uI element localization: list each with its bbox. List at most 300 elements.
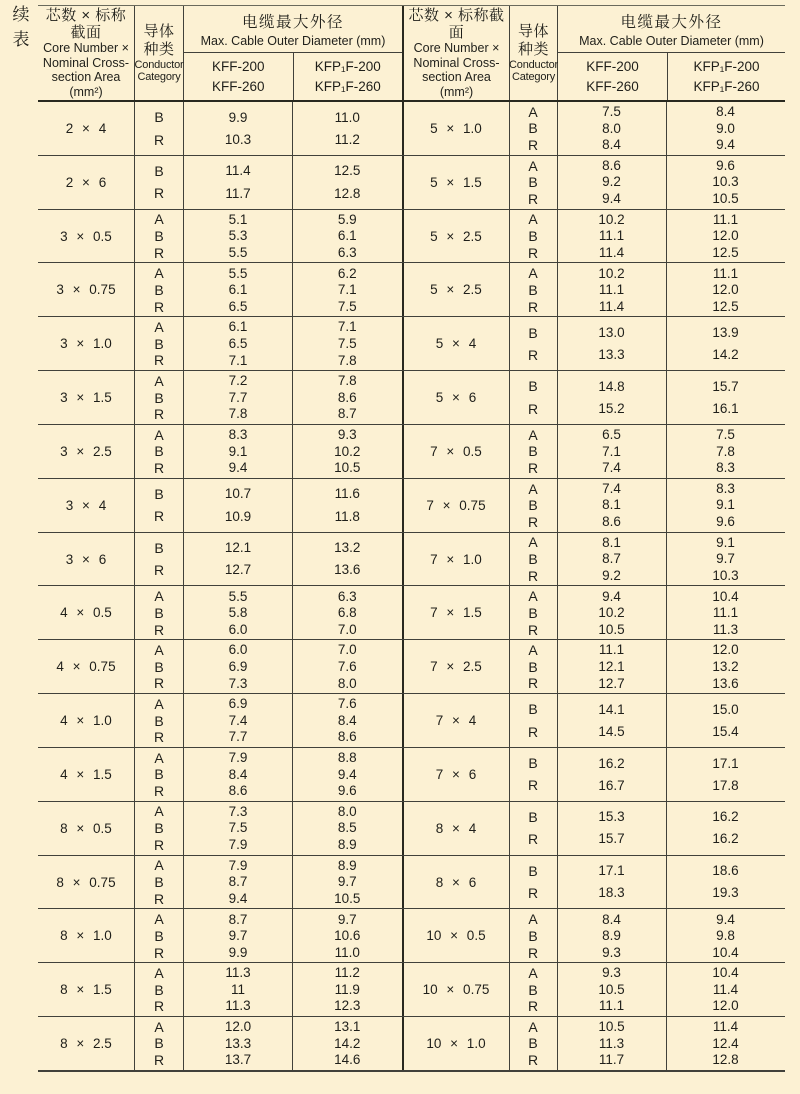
- kff-diameter-cell: [184, 317, 293, 370]
- kfpf-diameter-cell: [293, 640, 402, 693]
- kff-diameter-cell: [558, 748, 667, 801]
- header-right-half: [402, 6, 785, 100]
- conductor-category: R: [527, 831, 539, 848]
- kff-value: 8.7: [602, 551, 621, 567]
- conductor-category: B: [154, 604, 164, 621]
- kff-diameter-cell: [558, 802, 667, 855]
- kfpf-value: 16.1: [712, 400, 739, 416]
- core-size-cell: 10 × 0.5: [404, 909, 510, 962]
- kff-value: 9.2: [602, 174, 621, 190]
- kff-diameter-cell: [558, 694, 667, 747]
- core-size-cell: 7 × 2.5: [404, 640, 510, 693]
- kff-diameter-cell: [184, 425, 293, 478]
- kfpf-diameter-cell: [667, 856, 785, 909]
- cable-diameter-table: [38, 5, 785, 1072]
- conductor-category: R: [527, 244, 539, 261]
- conductor-category: A: [154, 588, 164, 605]
- conductor-cell: [135, 317, 184, 370]
- kfpf-value: 11.1: [712, 265, 739, 281]
- kfpf-value: 11.2: [334, 965, 360, 981]
- conductor-cell: [510, 210, 558, 263]
- kfpf-value: 7.1: [337, 319, 357, 335]
- core-size-cell: 2 × 6: [38, 156, 135, 209]
- conductor-category: A: [528, 211, 538, 228]
- kfpf-value: 10.4: [712, 588, 739, 604]
- kfpf-value: 9.8: [716, 928, 735, 944]
- conductor-category: B: [154, 981, 164, 998]
- kfpf-diameter-cell: [667, 156, 785, 209]
- kff-value: 10.7: [224, 486, 252, 502]
- kff-value: 7.9: [228, 837, 248, 852]
- conductor-cell: [510, 694, 558, 747]
- kfpf-value: 12.0: [712, 998, 739, 1014]
- kff-value: 12.1: [224, 540, 252, 556]
- row-right-half: [402, 479, 785, 532]
- kff-value: 12.7: [598, 675, 625, 691]
- kff-value: 10.5: [598, 981, 625, 997]
- core-size-cell: 8 × 6: [404, 856, 510, 909]
- conductor-cell: [135, 748, 184, 801]
- kfpf-value: 9.3: [337, 427, 357, 443]
- kfpf-value: 11.8: [334, 508, 360, 524]
- kfpf-value: 10.5: [712, 191, 739, 207]
- kff-value: 8.6: [228, 783, 248, 799]
- kfpf-value: 8.6: [337, 729, 357, 745]
- row-right-half: [402, 640, 785, 693]
- kfpf-value: 11.4: [712, 1019, 739, 1035]
- kfpf-diameter-cell: [667, 425, 785, 478]
- conductor-cell: [510, 102, 558, 155]
- kfpf-260-label: KFP₁F-260: [693, 78, 760, 94]
- kfpf-value: 13.2: [712, 658, 739, 674]
- kfpf-value: 8.3: [716, 460, 735, 476]
- conductor-category: R: [153, 131, 165, 148]
- kff-diameter-cell: [558, 156, 667, 209]
- kff-value: 9.1: [228, 443, 248, 459]
- continued-table-label: [6, 6, 36, 48]
- kff-260-label: KFF-260: [211, 78, 265, 94]
- core-size-cell: 8 × 4: [404, 802, 510, 855]
- conductor-category: R: [527, 723, 539, 740]
- conductor-category: A: [528, 103, 538, 120]
- conductor-category: R: [527, 346, 539, 363]
- kff-diameter-cell: [184, 156, 293, 209]
- kff-value: 10.2: [598, 605, 625, 621]
- kfpf-value: 12.0: [712, 282, 739, 298]
- kff-value: 7.3: [228, 675, 248, 691]
- kfpf-value: 7.5: [716, 427, 735, 443]
- kff-diameter-cell: [184, 748, 293, 801]
- core-size-cell: 7 × 4: [404, 694, 510, 747]
- kfpf-value: 15.7: [712, 378, 739, 394]
- kff-value: 11.4: [598, 298, 625, 314]
- core-size-cell: 4 × 1.0: [38, 694, 135, 747]
- kfpf-value: 18.6: [712, 863, 739, 879]
- diameter-header-en: Max. Cable Outer Diameter (mm): [200, 34, 386, 48]
- row-left-half: [38, 856, 402, 909]
- row-left-half: [38, 102, 402, 155]
- conductor-category: A: [154, 211, 164, 228]
- kfpf-diameter-cell: [667, 802, 785, 855]
- kfpf-value: 8.6: [337, 389, 357, 405]
- conductor-category: R: [527, 1052, 539, 1069]
- kff-diameter-cell: [184, 640, 293, 693]
- core-header-unit: (mm²): [69, 84, 103, 99]
- kff-value: 6.1: [228, 319, 248, 335]
- kff-diameter-cell: [184, 694, 293, 747]
- row-right-half: [402, 425, 785, 478]
- max-diameter-title: [184, 6, 402, 53]
- kff-value: 5.5: [228, 588, 248, 604]
- kfpf-200-label: KFP₁F-200: [314, 58, 381, 74]
- conductor-category: B: [528, 604, 538, 621]
- conductor-category: R: [153, 406, 165, 423]
- kfpf-value: 15.4: [712, 723, 739, 739]
- conductor-cell: [135, 263, 184, 316]
- conductor-cell: [135, 102, 184, 155]
- kfpf-value: 14.2: [334, 1035, 361, 1051]
- conductor-category: B: [528, 174, 538, 191]
- diameter-header-cn: 电缆最大外径: [620, 14, 723, 31]
- kff-value: 11.1: [598, 282, 625, 298]
- kff-value: 13.7: [224, 1052, 252, 1068]
- kff-value: 8.6: [602, 157, 621, 173]
- kfpf-diameter-cell: [293, 263, 402, 316]
- kff-200-label: KFF-200: [211, 58, 265, 74]
- row-right-half: [402, 533, 785, 586]
- kff-value: 17.1: [598, 863, 625, 879]
- core-header-unit: (mm²): [439, 84, 474, 99]
- kfpf-value: 12.0: [712, 228, 739, 244]
- conductor-category: R: [527, 137, 539, 154]
- core-size-cell: 5 × 2.5: [404, 263, 510, 316]
- kff-value: 6.9: [228, 696, 248, 712]
- kff-column-header: [184, 53, 293, 100]
- conductor-category: B: [154, 486, 164, 503]
- core-size-cell: 7 × 0.75: [404, 479, 510, 532]
- continued-char-2: 表: [12, 30, 30, 49]
- conductor-cell: [510, 371, 558, 424]
- kff-value: 9.4: [602, 191, 621, 207]
- kff-value: 7.4: [602, 460, 621, 476]
- kfpf-value: 12.4: [712, 1035, 739, 1051]
- conductor-category: R: [527, 777, 539, 794]
- core-header-en-line: Core Number ×: [43, 41, 129, 56]
- core-number-header: [38, 6, 135, 100]
- conductor-category: A: [528, 641, 538, 658]
- kfpf-diameter-cell: [293, 102, 402, 155]
- kfpf-260-label: KFP₁F-260: [314, 78, 381, 94]
- kfpf-value: 12.8: [334, 185, 361, 201]
- kff-value: 6.9: [228, 658, 248, 674]
- row-left-half: [38, 640, 402, 693]
- conductor-category: R: [153, 675, 165, 692]
- kfpf-value: 16.2: [712, 809, 739, 825]
- kff-value: 16.7: [598, 777, 625, 793]
- kfpf-diameter-cell: [667, 586, 785, 639]
- kff-value: 11.3: [225, 965, 251, 981]
- conductor-category: B: [154, 109, 164, 126]
- kff-value: 8.9: [602, 928, 621, 944]
- kff-value: 14.5: [598, 723, 625, 739]
- kfpf-value: 9.4: [337, 766, 357, 782]
- kfpf-value: 10.4: [712, 965, 739, 981]
- conductor-cell: [135, 694, 184, 747]
- kff-value: 14.8: [598, 378, 625, 394]
- conductor-category: A: [154, 372, 164, 389]
- conductor-header-cn: 导体种类: [143, 23, 175, 58]
- kff-diameter-cell: [558, 425, 667, 478]
- core-header-en-line: section Area: [51, 70, 121, 85]
- kff-value: 8.0: [602, 120, 621, 136]
- core-size-cell: 8 × 1.5: [38, 963, 135, 1016]
- kff-value: 9.7: [228, 928, 248, 944]
- conductor-category: A: [154, 749, 164, 766]
- row-right-half: [402, 1017, 785, 1070]
- kff-diameter-cell: [184, 210, 293, 263]
- kff-value: 6.5: [228, 335, 248, 351]
- conductor-category: R: [527, 621, 539, 638]
- kff-diameter-cell: [184, 479, 293, 532]
- conductor-cell: [510, 317, 558, 370]
- kfpf-value: 9.6: [716, 514, 735, 530]
- row-left-half: [38, 371, 402, 424]
- table-row: [38, 855, 785, 909]
- kfpf-value: 11.0: [334, 109, 360, 125]
- conductor-category: A: [154, 695, 164, 712]
- kfpf-value: 7.8: [716, 443, 735, 459]
- row-right-half: [402, 210, 785, 263]
- core-header-cn: 芯数 × 标称截面: [45, 6, 127, 41]
- max-diameter-header: [184, 6, 402, 100]
- table-body: [38, 102, 785, 1072]
- core-size-cell: 3 × 0.5: [38, 210, 135, 263]
- kff-value: 7.3: [228, 803, 248, 819]
- kff-value: 15.7: [598, 831, 625, 847]
- kff-value: 6.5: [602, 427, 621, 443]
- kff-value: 7.2: [228, 373, 248, 389]
- core-size-cell: 3 × 1.5: [38, 371, 135, 424]
- conductor-category: B: [528, 809, 538, 826]
- table-row: [38, 478, 785, 532]
- kfpf-diameter-cell: [667, 479, 785, 532]
- conductor-category: B: [528, 551, 538, 568]
- kfpf-diameter-cell: [667, 263, 785, 316]
- header-left-half: [38, 6, 402, 100]
- kff-column-header: [558, 53, 667, 100]
- conductor-category: R: [153, 508, 165, 525]
- conductor-category: A: [528, 157, 538, 174]
- table-row: [38, 102, 785, 155]
- kff-value: 7.9: [228, 750, 248, 766]
- kfpf-value: 7.8: [337, 373, 357, 389]
- kfpf-diameter-cell: [667, 371, 785, 424]
- kfpf-value: 11.9: [334, 981, 360, 997]
- core-header-en-line: Nominal Cross-: [42, 55, 130, 70]
- core-size-cell: 7 × 1.5: [404, 586, 510, 639]
- kff-diameter-cell: [184, 533, 293, 586]
- kff-value: 11.1: [598, 228, 625, 244]
- kfpf-value: 8.8: [337, 750, 357, 766]
- conductor-cell: [510, 263, 558, 316]
- kfpf-value: 8.5: [337, 820, 357, 836]
- kff-diameter-cell: [558, 263, 667, 316]
- kff-value: 10.2: [598, 265, 625, 281]
- conductor-category: B: [154, 281, 164, 298]
- kff-diameter-cell: [558, 102, 667, 155]
- kfpf-value: 8.4: [716, 104, 735, 120]
- kfpf-value: 7.6: [337, 696, 357, 712]
- kfpf-value: 10.3: [712, 174, 739, 190]
- conductor-category: A: [154, 426, 164, 443]
- table-row: [38, 693, 785, 747]
- kfpf-value: 7.0: [337, 642, 357, 658]
- conductor-category: A: [528, 480, 538, 497]
- conductor-category: A: [528, 964, 538, 981]
- conductor-cell: [135, 909, 184, 962]
- row-right-half: [402, 371, 785, 424]
- kff-value: 8.6: [602, 514, 621, 530]
- kff-value: 15.2: [598, 400, 625, 416]
- kff-value: 16.2: [598, 755, 625, 771]
- conductor-cell: [510, 586, 558, 639]
- kfpf-diameter-cell: [293, 909, 402, 962]
- conductor-header-en-line: Conductor: [134, 59, 184, 71]
- kff-value: 8.3: [228, 427, 248, 443]
- conductor-category: B: [154, 766, 164, 783]
- core-header-cn: 芯数 × 标称截面: [408, 6, 505, 41]
- kfpf-value: 11.1: [712, 605, 739, 621]
- table-row: [38, 155, 785, 209]
- row-left-half: [38, 479, 402, 532]
- kfpf-diameter-cell: [667, 694, 785, 747]
- kfpf-value: 12.3: [334, 998, 361, 1014]
- row-left-half: [38, 425, 402, 478]
- conductor-category: R: [153, 562, 165, 579]
- kfpf-value: 9.4: [716, 137, 735, 153]
- kfpf-value: 17.1: [712, 755, 739, 771]
- conductor-category: B: [154, 228, 164, 245]
- conductor-category: R: [527, 998, 539, 1015]
- conductor-category: B: [528, 927, 538, 944]
- table-row: [38, 532, 785, 586]
- kfpf-value: 17.8: [712, 777, 739, 793]
- conductor-category: A: [154, 964, 164, 981]
- row-left-half: [38, 317, 402, 370]
- kfpf-value: 9.7: [337, 911, 357, 927]
- kfpf-value: 7.0: [337, 621, 357, 637]
- conductor-cell: [510, 479, 558, 532]
- kfpf-diameter-cell: [293, 479, 402, 532]
- conductor-cell: [510, 156, 558, 209]
- kff-value: 7.4: [228, 712, 248, 728]
- kfpf-value: 13.1: [334, 1019, 361, 1035]
- conductor-cell: [135, 371, 184, 424]
- kfpf-value: 8.7: [337, 406, 357, 422]
- kff-value: 9.4: [228, 890, 248, 906]
- conductor-category: B: [154, 539, 164, 556]
- conductor-category: B: [528, 497, 538, 514]
- kff-diameter-cell: [558, 210, 667, 263]
- core-header-en-line: section Area: [422, 70, 491, 85]
- kfpf-value: 12.5: [712, 244, 739, 260]
- conductor-cell: [135, 533, 184, 586]
- conductor-cell: [510, 1017, 558, 1070]
- kfpf-value: 11.0: [334, 944, 360, 960]
- row-right-half: [402, 909, 785, 962]
- core-number-header: [404, 6, 510, 100]
- kfpf-diameter-cell: [667, 533, 785, 586]
- conductor-category: B: [154, 443, 164, 460]
- core-header-en-line: Core Number ×: [413, 41, 500, 56]
- conductor-category: B: [528, 120, 538, 137]
- conductor-category: R: [527, 675, 539, 692]
- kfpf-value: 8.9: [337, 857, 357, 873]
- conductor-category: B: [528, 701, 538, 718]
- kfpf-value: 12.0: [712, 642, 739, 658]
- core-size-cell: 4 × 0.75: [38, 640, 135, 693]
- table-row: [38, 262, 785, 316]
- kfpf-value: 16.2: [712, 831, 739, 847]
- conductor-category: A: [154, 265, 164, 282]
- conductor-cell: [510, 533, 558, 586]
- kfpf-diameter-cell: [293, 586, 402, 639]
- kff-diameter-cell: [184, 371, 293, 424]
- kff-value: 5.5: [228, 265, 248, 281]
- kff-value: 7.1: [602, 443, 621, 459]
- kff-value: 11.7: [598, 1052, 625, 1068]
- core-size-cell: 8 × 2.5: [38, 1017, 135, 1070]
- kff-diameter-cell: [558, 1017, 667, 1070]
- kff-value: 12.0: [224, 1019, 252, 1035]
- row-right-half: [402, 748, 785, 801]
- conductor-category: A: [154, 1018, 164, 1035]
- table-row: [38, 747, 785, 801]
- kfpf-diameter-cell: [667, 963, 785, 1016]
- row-left-half: [38, 263, 402, 316]
- kff-diameter-cell: [184, 909, 293, 962]
- kff-value: 9.4: [602, 588, 621, 604]
- conductor-category: B: [154, 389, 164, 406]
- kfpf-value: 7.8: [337, 352, 357, 368]
- core-size-cell: 4 × 1.5: [38, 748, 135, 801]
- conductor-category: R: [153, 998, 165, 1015]
- max-diameter-title: [558, 6, 785, 53]
- kfpf-value: 6.2: [337, 265, 357, 281]
- conductor-category: B: [154, 927, 164, 944]
- kff-value: 7.5: [602, 104, 621, 120]
- table-row: [38, 1016, 785, 1070]
- kff-diameter-cell: [184, 586, 293, 639]
- kff-diameter-cell: [558, 533, 667, 586]
- kfpf-value: 10.6: [334, 928, 361, 944]
- conductor-category: B: [528, 228, 538, 245]
- kfpf-value: 9.6: [716, 157, 735, 173]
- conductor-cell: [135, 586, 184, 639]
- conductor-category: R: [527, 298, 539, 315]
- kfpf-value: 6.3: [337, 588, 357, 604]
- kfpf-value: 13.6: [712, 675, 739, 691]
- kff-value: 8.4: [602, 911, 621, 927]
- conductor-category: B: [528, 755, 538, 772]
- core-size-cell: 3 × 2.5: [38, 425, 135, 478]
- diameter-header-en: Max. Cable Outer Diameter (mm): [579, 34, 764, 48]
- row-right-half: [402, 856, 785, 909]
- core-size-cell: 5 × 2.5: [404, 210, 510, 263]
- conductor-category: R: [153, 1052, 165, 1069]
- conductor-category: B: [154, 335, 164, 352]
- kfpf-diameter-cell: [293, 156, 402, 209]
